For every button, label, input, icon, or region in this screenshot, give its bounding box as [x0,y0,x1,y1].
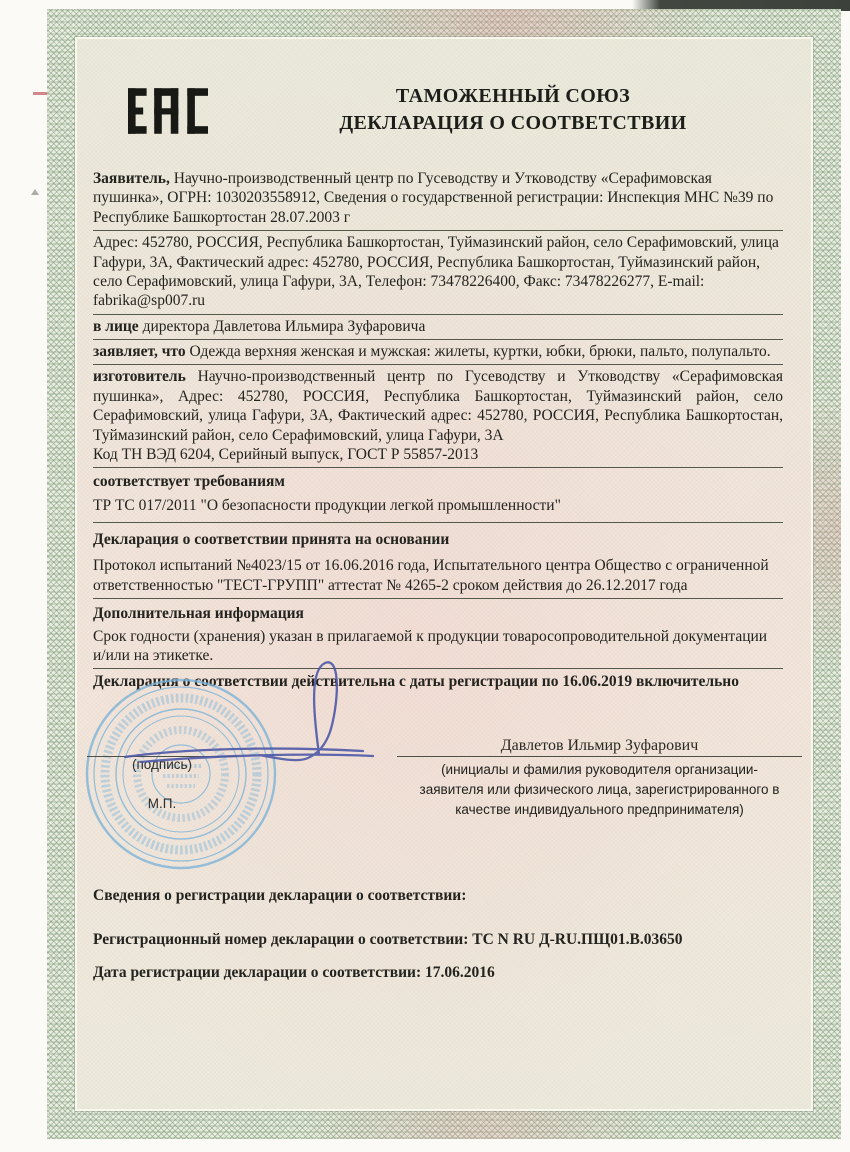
applicant-text: Научно-производственный центр по Гусеводству и Утководству «Серафимовская пушинка», ОГРН: 1030203558912, Сведения о государственной регистрации: Инспекция МНС №39 по Республике Башкортостан 28.07.2003 г [93,170,774,226]
header [93,77,783,153]
handwritten-signature [111,650,431,785]
registration-number-value: ТС N RU Д-RU.ПЩ01.В.03650 [472,930,683,948]
manufacturer-paragraph [93,367,783,445]
guilloche-border-frame [47,9,841,1139]
scan-speck [31,189,39,195]
signature-area [93,726,783,821]
registration-number-line [93,930,783,949]
address-text: Адрес: 452780, РОССИЯ, Республика Башкортостан, Туймазинский район, село Серафимовский, улица Гафури, 3А, Фактический адрес: 452780, РОССИЯ, Республика Башкортостан, Туймазинский район, село Серафимовский, улица Гафури, 3А, Телефон: 73478226400, Факс: 73478226277, E-mail: fabrika@sp007.ru [93,234,779,310]
registration-date-label: Дата регистрации декларации о соответствии: [93,964,422,982]
address-section [93,231,783,315]
manufacturer-label: изготовитель [93,368,186,386]
title-line-1: ТАМОЖЕННЫЙ СОЮЗ [395,85,631,107]
manufacturer-section [93,365,783,468]
registration-info-heading: Сведения о регистрации декларации о соответствии: [93,887,467,905]
head-name: Давлетов Ильмир Зуфарович [500,736,699,754]
red-registration-mark-left [33,92,48,95]
declares-text: Одежда верхняя женская и мужская: жилеты, куртки, юбки, брюки, пальто, полупальто. [189,343,771,360]
registration-date-line [93,963,783,982]
additional-info-label: Дополнительная информация [93,605,304,623]
in-person-section [93,315,783,340]
head-caption-line-3: качестве индивидуального предпринимателя) [455,802,744,818]
seal-place-caption: М.П. [147,795,177,811]
in-person-text: директора Давлетова Ильмира Зуфаровича [142,317,426,335]
signature-right-column [397,726,802,821]
registration-number-label: Регистрационный номер декларации о соответствии: [93,930,469,948]
eac-logo-icon [128,79,208,143]
conforms-label: соответствует требованиям [93,473,285,491]
certificate-paper [75,37,813,1111]
certificate-content [93,39,783,983]
document-title [243,77,783,137]
head-caption-line-1: (инициалы и фамилия руководителя организации- [441,761,758,777]
in-person-label: в лице [93,317,139,335]
eac-logo [93,77,243,143]
declares-section [93,340,783,365]
basis-label: Декларация о соответствии принята на основании [93,531,450,548]
manufacturer-text: Научно-производственный центр по Гусеводству и Утководству «Серафимовская пушинка», Адрес: 452780, РОССИЯ, Республика Башкортостан, Туймазинский район, село Серафимовский, улица Гафури, 3А, Фактический адрес: 452780, РОССИЯ, Республика Башкортостан, Туймазинский район, село Серафимовский, улица Гафури, 3А [93,368,783,444]
tnved-code-line: Код ТН ВЭД 6204, Серийный выпуск, ГОСТ Р 55857-2013 [93,445,479,463]
signature-caption: (подпись) [131,756,193,772]
applicant-label: Заявитель, [93,170,170,187]
title-line-2: ДЕКЛАРАЦИЯ О СООТВЕТСТВИИ [339,112,687,134]
head-caption [397,757,802,821]
applicant-section [93,169,783,231]
validity-statement: Декларация о соответствии действительна с даты регистрации по 16.06.2019 включительно [93,673,739,691]
conforms-text: ТР ТС 017/2011 "О безопасности продукции легкой промышленности" [93,492,783,523]
additional-info-text: Срок годности (хранения) указан в прилагаемой к продукции товаросопроводительной документации и/или на этикетке. [93,624,783,670]
head-caption-line-2: заявителя или физического лица, зарегистрированного в [419,781,780,797]
declares-label: заявляет, что [93,343,186,360]
basis-text: Протокол испытаний №4023/15 от 16.06.2016 года, Испытательного центра Общество с ограниченной ответственностью "ТЕСТ-ГРУПП" аттестат № 4265-2 сроком действия до 26.12.2017 года [93,549,783,599]
registration-date-value: 17.06.2016 [425,964,495,982]
